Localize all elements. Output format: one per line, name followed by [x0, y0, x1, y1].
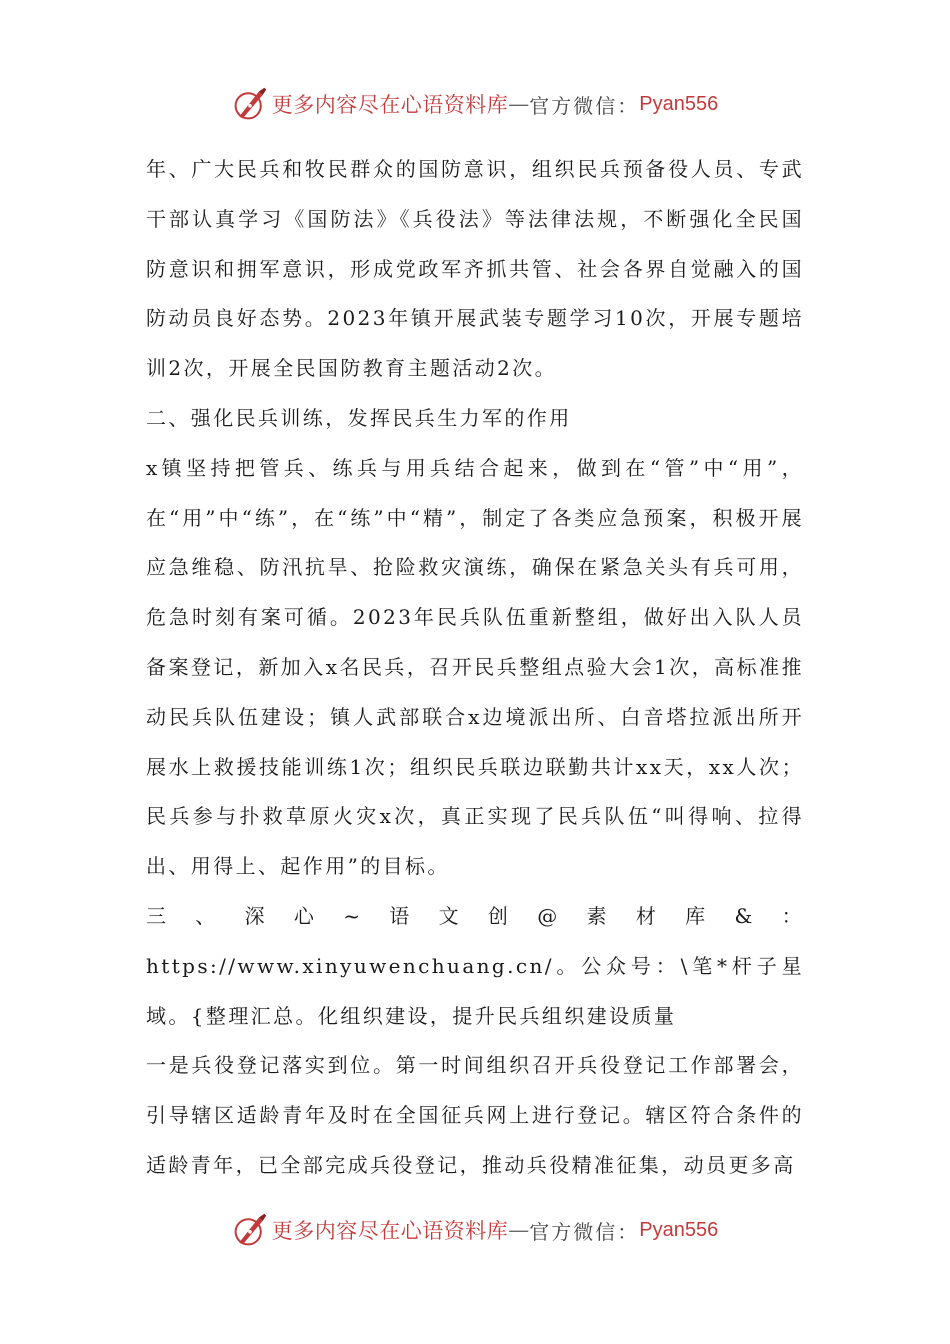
document-body — [146, 145, 804, 1191]
banner-wechat-label: 官方微信： — [529, 93, 640, 118]
banner-wechat-id: Pyan556 — [639, 1218, 719, 1241]
pen-logo-icon — [232, 86, 268, 122]
paragraph-3: 一是兵役登记落实到位。第一时间组织召开兵役登记工作部署会，引导辖区适龄青年及时在全国征兵网上进行登记。辖区符合条件的适龄青年，已全部完成兵役登记，推动兵役精准征集，动员更多高 — [146, 1053, 804, 1177]
banner-wechat-id: Pyan556 — [639, 92, 719, 115]
banner-title: 更多内容尽在心语资料库 — [271, 93, 509, 117]
banner-dash: — — [508, 92, 530, 116]
section-heading-3: 三、深心~语文创@素材库&：https://www.xinyuwenchuang.cn/。公众号：\笔*杆子星域。{整理汇总。化组织建设，提升民兵组织建设质量 — [146, 903, 804, 1028]
section-heading-2: 二、强化民兵训练，发挥民兵生力军的作用 — [146, 405, 572, 430]
pen-logo-icon — [232, 1212, 268, 1248]
header-banner — [0, 82, 950, 126]
banner-dash: — — [508, 1218, 530, 1242]
banner-wechat-label: 官方微信： — [529, 1219, 640, 1244]
paragraph-1: 年、广大民兵和牧民群众的国防意识，组织民兵预备役人员、专武干部认真学习《国防法》《兵役法》等法律法规，不断强化全民国防意识和拥军意识，形成党政军齐抓共管、社会各界自觉融入的国防动员良好态势。2023年镇开展武装专题学习10次，开展专题培训2次，开展全民国防教育主题活动2次。 — [146, 157, 804, 381]
banner-title: 更多内容尽在心语资料库 — [271, 1219, 509, 1243]
paragraph-2: x镇坚持把管兵、练兵与用兵结合起来，做到在“管”中“用”，在“用”中“练”，在“练”中“精”，制定了各类应急预案，积极开展应急维稳、防汛抗旱、抢险救灾演练，确保在紧急关头有兵可用，危急时刻有案可循。2023年民兵队伍重新整组，做好出入队人员备案登记，新加入x名民兵，召开民兵整组点验大会1次，高标准推动民兵队伍建设；镇人武部联合x边境派出所、白音塔拉派出所开展水上救援技能训练1次；组织民兵联边联勤共计xx天，xx人次；民兵参与扑救草原火灾x次，真正实现了民兵队伍“叫得响、拉得出、用得上、起作用”的目标。 — [146, 455, 804, 879]
footer-banner — [0, 1208, 950, 1252]
